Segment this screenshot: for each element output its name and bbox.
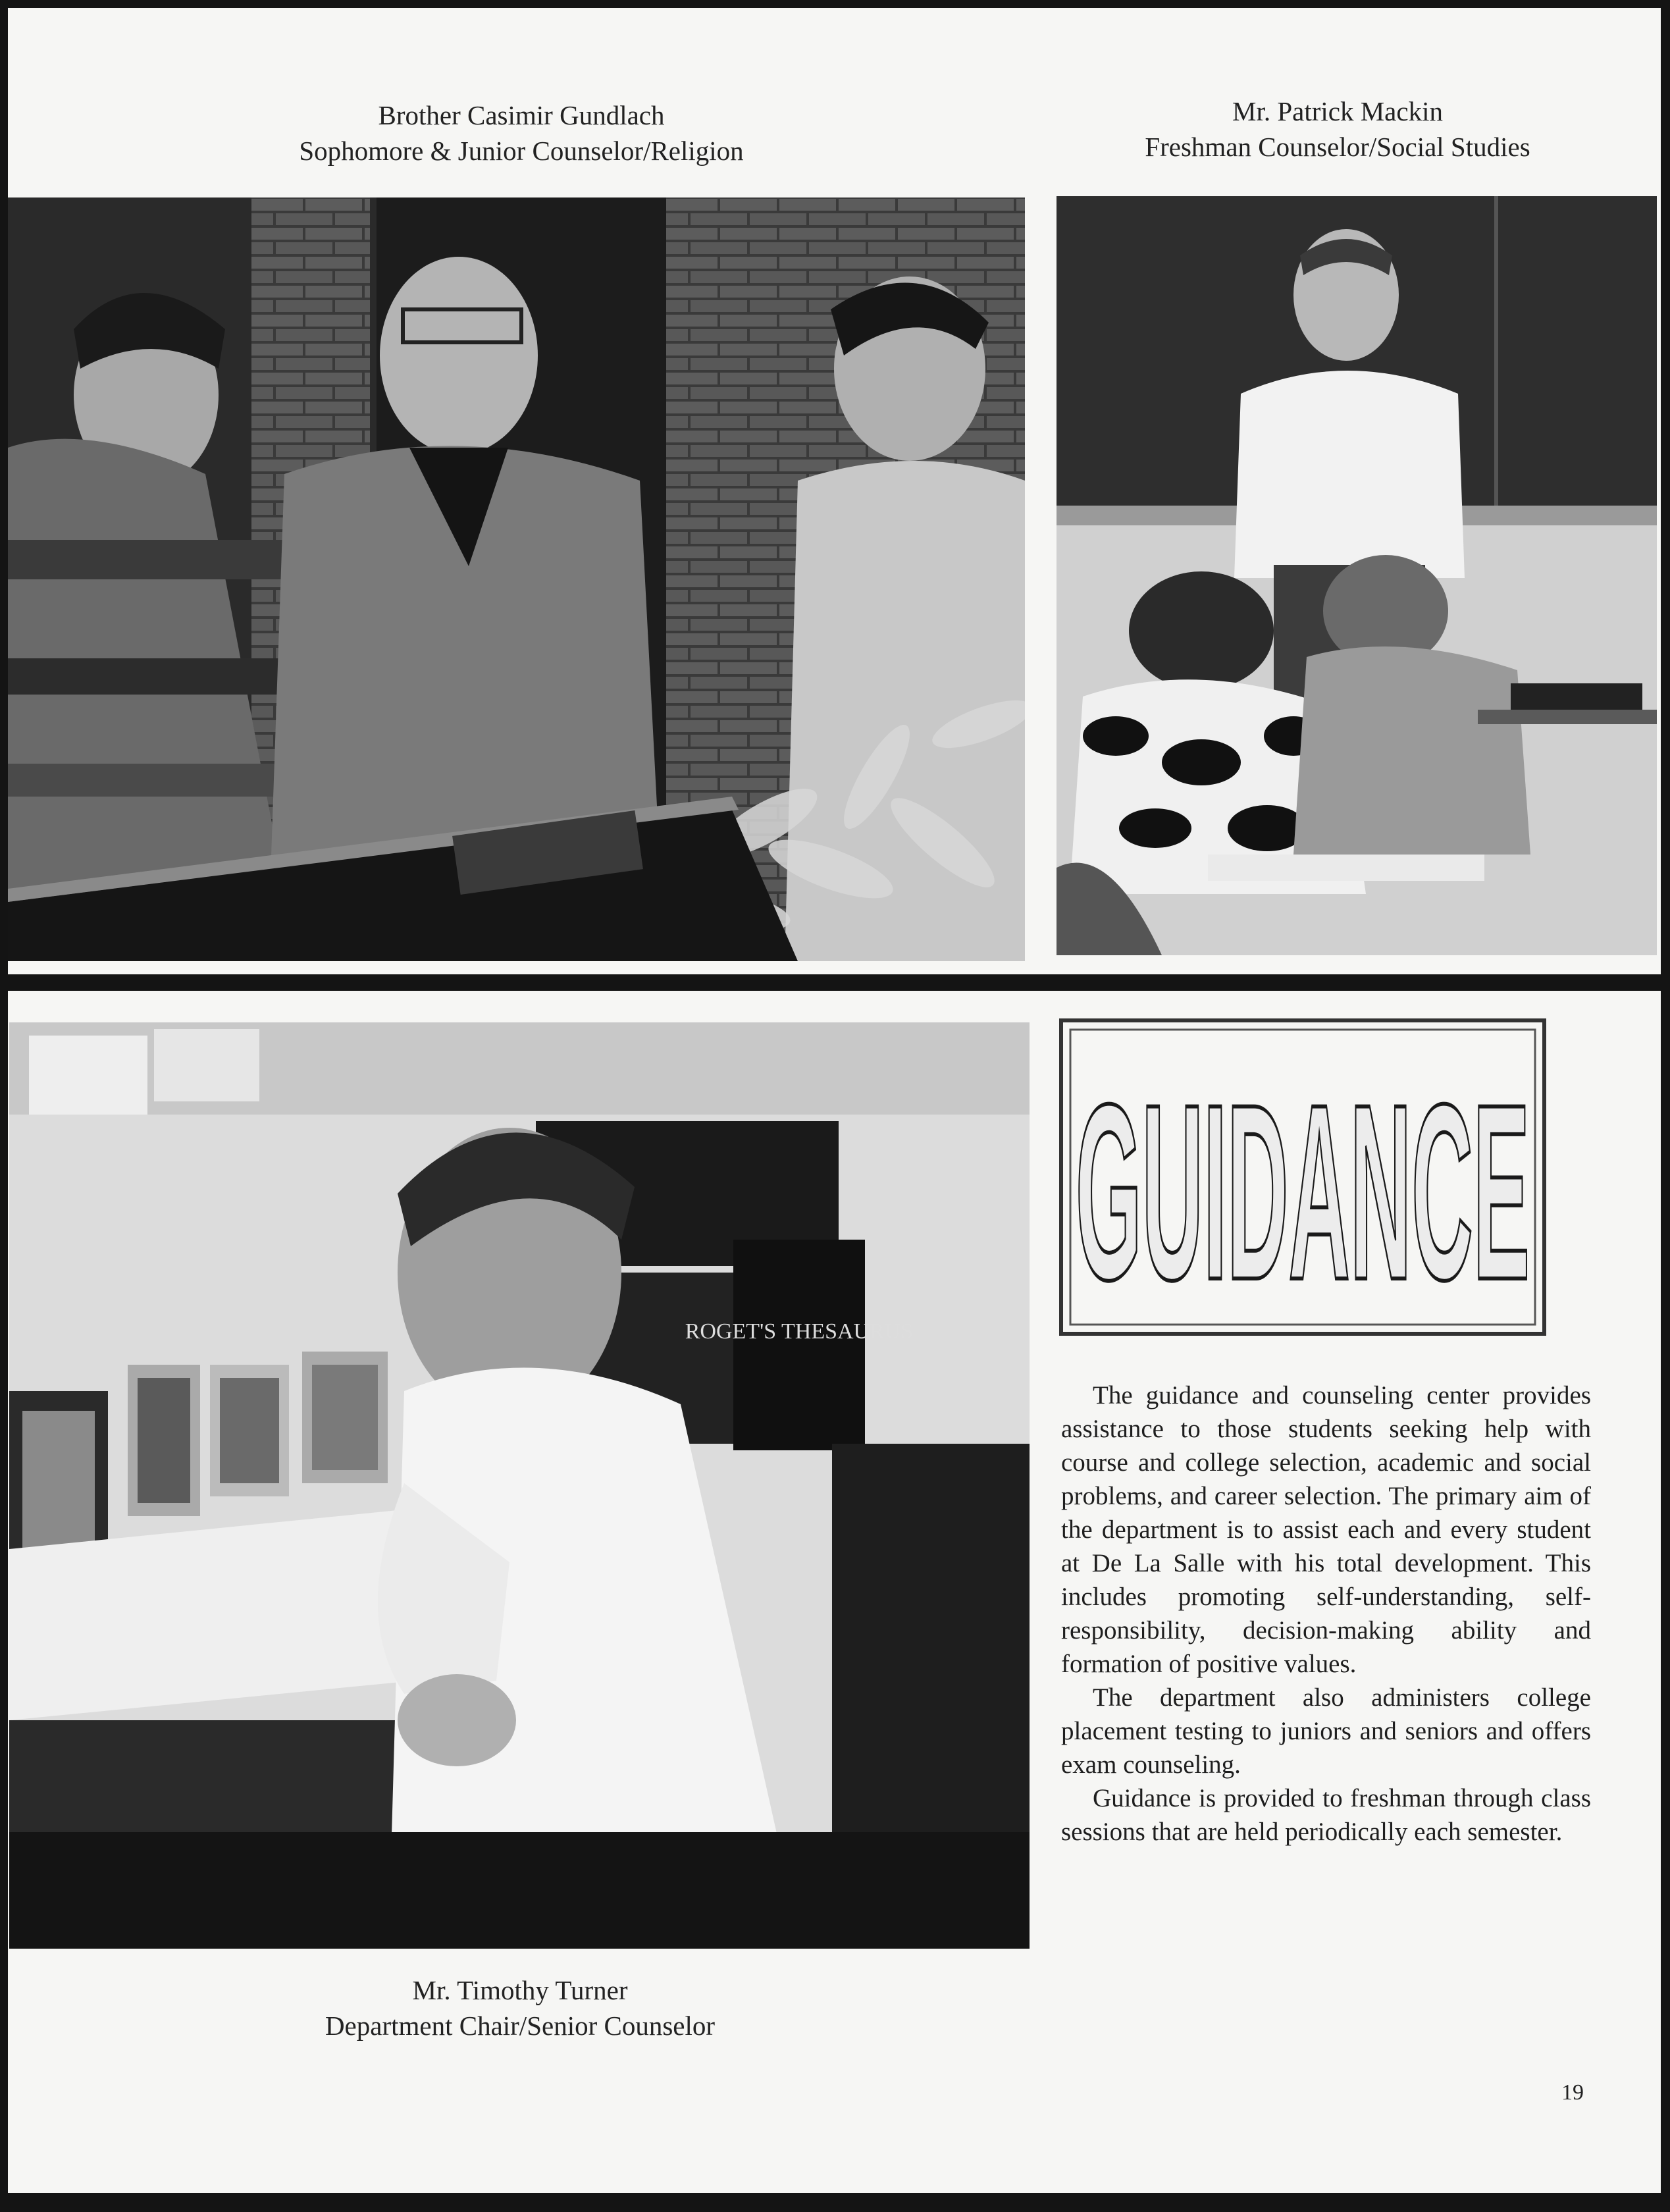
section-title: GUIDANCE: [1076, 1052, 1530, 1332]
caption-bottom-left-name: Mr. Timothy Turner: [412, 1975, 628, 2005]
book-spine-text: ROGET'S THESAURUS: [685, 1319, 914, 1344]
body-paragraph-3: Guidance is provided to freshman through class sessions that are held periodically each semester.: [1061, 1784, 1591, 1846]
caption-top-left-name: Brother Casimir Gundlach: [378, 100, 665, 130]
caption-bottom-left-role: Department Chair/Senior Counselor: [325, 2011, 716, 2041]
page-number: 19: [1561, 2080, 1584, 2105]
caption-top-left: [205, 97, 837, 169]
caption-bottom-left: [204, 1972, 836, 2043]
photo-counselor-with-students: [8, 198, 1025, 961]
photo-department-chair: [9, 1022, 1030, 1949]
caption-top-right-role: Freshman Counselor/Social Studies: [1145, 132, 1530, 162]
body-text: [1061, 1379, 1591, 1849]
caption-top-right: [1022, 93, 1654, 165]
section-title-graphic: [1056, 1015, 1550, 1339]
body-paragraph-2: The department also administers college placement testing to juniors and seniors and offers exam counseling.: [1061, 1683, 1591, 1779]
caption-top-right-name: Mr. Patrick Mackin: [1232, 96, 1443, 126]
body-paragraph-1: The guidance and counseling center provides assistance to those students seeking help with course and college selection, academic and social problems, and career selection. The primary aim of the department is to assist each and every student at De La Salle with his total development. This includes promoting self-understanding, self-responsibility, decision-making ability and formation of positive values.: [1061, 1381, 1591, 1678]
caption-top-left-role: Sophomore & Junior Counselor/Religion: [299, 136, 744, 166]
photo-classroom: [1057, 196, 1657, 955]
